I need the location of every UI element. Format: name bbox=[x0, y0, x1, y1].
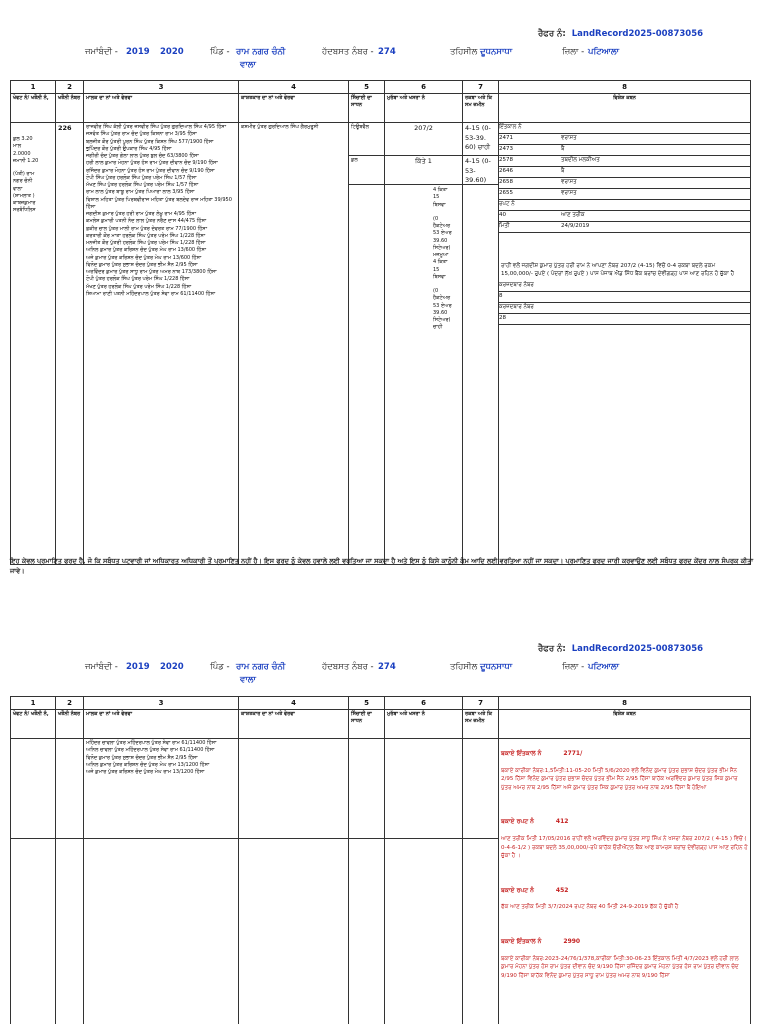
khasra-total-line: 4 ਕਿਤਾ bbox=[433, 259, 448, 266]
column-number-row: 1 2 3 4 5 6 7 8 bbox=[11, 81, 751, 94]
khasra-total-line: ਸਿਟੇਅਰ) bbox=[433, 244, 451, 251]
owners-cell bbox=[84, 123, 239, 565]
pending-remark: ਬਕਾਏ ਰਪਟ ਨੰ 452 ਫੱਕ ਆਣ ਤਰੀਕ ਮਿਤੀ 3/7/2024 ਰਪਟ ਨੰਬਰ 40 ਮਿਤੀ 24-9-2019 ਫੱਕ ਹੋ ਚੁੱਕੀ ਹੈ bbox=[501, 886, 679, 911]
remark-entry: ਰਪਟ ਨੰ bbox=[499, 200, 751, 211]
header-remarks: ਵਿਸ਼ੇਸ਼ ਕਥਨ bbox=[499, 94, 751, 123]
remark-entry: ਇੰਤਕਾਲ ਨੰ bbox=[499, 123, 751, 134]
khasra-total-line: 15 bbox=[433, 266, 440, 273]
khatauni-cell: 226 bbox=[56, 123, 84, 565]
year-to: 2020 bbox=[160, 47, 184, 57]
owner-entry: ਟੋਪੀ ਸਿੰਘ ਪੁੱਤਰ ਹਰਲੋਕ ਸਿੰਘ ਪੁੱਤਰ ਪਰੇਮ ਸਿੰਘ 1/57 ਹਿੱਸਾ bbox=[86, 174, 197, 181]
owner-entry: ਅਰਵਿੰਦਰ ਕੁਮਾਰ ਪੁੱਤਰ ਸਾਧੂ ਰਾਮ ਪੁੱਤਰ ਅਮਰ ਨਾਥ 173/3800 ਹਿੱਸਾ bbox=[86, 269, 217, 276]
remark-entry: 2646 ਬੈ bbox=[499, 167, 751, 178]
reference-number: ਰੈਫਰ ਨੰ: LandRecord2025-00873056 bbox=[538, 29, 704, 39]
remarks-cell: ਇੰਤਕਾਲ ਨੰ 2471 ਵਰਾਸਤ 2473 ਬੈ 2578 ਤਬਦੀਲ ਮਲਕੀਅਤ 2646 ਬੈ 2658 ਵਰਾਸਤ 2655 ਵਰਾਸਤ ਰਪਟ ਨੰ 40 ਆਣ ਤਰੀਕ ਮਿਤੀ 24/9/2019 ਰਾਹੀਂ ਵਲੋਂ ਜਗਦੀਸ਼ ਕੁਮਾਰ ਪੁੱਤਰ ਹਰੀ ਰਾਮ ਨੇ ਆਪਣਾ ਨੰਬਰ 207/2 (4-15) ਵਿਚੋਂ 0-4 ਰਕਬਾ ਬਦਲੇ ਰਕਮ 15,00,000/- ਰੁਪਏ ( ਪੰਦਰਾਂ ਲੱਖ ਰੁਪਏ ) ਪਾਸ ਪੰਜਾਬ ਐਂਡ ਸਿੰਧ ਬੈਂਕ ਬਰਾਂਚ ਦੇਵੀਗੜ੍ਹ ਪਾਸ ਆਣ ਰਹਿਨ ਹੋ ਚੁੱਕਾ ਹੈ ਕਰਜ਼ਦਬਾਰ ਨੰਬਰ 8 ਕਰਜ਼ਦਬਾਰ ਨੰਬਰ 28 bbox=[499, 123, 751, 565]
owner-entry: ਅਨਿਲ ਕੁਮਾਰ ਪੁੱਤਰ ਕਰਿਸ਼ਨ ਚੰਦ ਪੁੱਤਰ ਮੇਘ ਰਾਮ 13/1200 ਹਿੱਸਾ bbox=[86, 761, 210, 768]
pending-remark: ਬਕਾਏ ਇੰਤਕਾਲ ਨੰ 2771/ ਬਕਾਏ ਕਾਰੀਕਾ ਨੰਬਰ:1,5ਮਿਤੀ:11-05-20 ਮਿਤੀ 5/6/2020 ਵਲੋਂ ਵਿਨੋਦ ਕੁਮਾਰ ਪੁੱਤਰ ਸੁਭਾਸ਼ ਚੰਦਰ ਪੁੱਤਰ ਭੀਮ ਸੈਨ 2/95 ਹਿੱਸਾ ਵਿਨੋਦ ਕੁਮਾਰ ਪੁੱਤਰ ਸੁਭਾਸ਼ ਚੰਦਰ ਪੁੱਤਰ ਭੀਮ ਸੈਨ 2/95 ਹਿੱਸਾ ਬਾਹੱਕ ਅਰਵਿੰਦਰ ਕੁਮਾਰ ਪੁੱਤਰ ਸਿਕ ਕੁਮਾਰ ਪੁੱਤਰ ਅਮਰ ਨਾਥ 2/95 ਹਿੱਸਾ ਅਜੇ ਕੁਮਾਰ ਪੁੱਤਰ ਸਿਕ ਕੁਮਾਰ ਪੁੱਤਰ ਅਮਰ ਨਾਥ 2/95 ਹਿੱਸਾ ਬੈ ਹੋਇਆ bbox=[501, 750, 738, 791]
khasra-total-line: 53 ਏਅਰ bbox=[433, 302, 452, 309]
zila-label: ਜ਼ਿਲਾ - bbox=[562, 47, 585, 57]
column-header-row bbox=[11, 94, 751, 123]
khewat-cell: ਕੁਲ 3.20 ਮਾਲ 2.0000 ਜ਼ਮਾਨੀ 1.20 (ਪੱਤੀ) ਰਾਮ ਨਗਰ ਚੰਨੀ ਵਾਲਾ (ਸ਼ਾਮਲਾਤ ) ਕਾਬਜ਼ਕੁਮਾਰ ਸਰਬੰਧਿਲਿਸ bbox=[11, 123, 56, 565]
remarks-list bbox=[501, 750, 748, 980]
owner-entry: ਮਹਿੰਦਰ ਚਾਵਲਾ ਪੁੱਤਰ ਮਹਿੰਦਰਪਾਲ ਪੁੱਤਰ ਸੇਵਾ ਰਾਮ 61/11400 ਹਿੱਸਾ bbox=[86, 740, 217, 747]
owner-entry: ਅਜੇ ਕੁਮਾਰ ਪੁੱਤਰ ਕਰਿਸ਼ਨ ਚੰਦ ਪੁੱਤਰ ਮੇਘ ਰਾਮ 13/1200 ਹਿੱਸਾ bbox=[86, 769, 205, 776]
column-header-row: ਖੇਵਟ ਨੰ/ ਖਤੌਨੀ ਨੰ, ਖਤੌਨੀ ਨੰਬਰ ਮਾਲਕ ਦਾ ਨਾਂ ਅਤੇ ਵੇਰਵਾ ਕਾਸ਼ਤਕਾਰ ਦਾ ਨਾਂ ਅਤੇ ਵੇਰਵਾ ਸਿੰਚਾਈ ਦਾ ਸਾਧਨ ਮੁਰੱਬਾ ਅਤੇ ਖਸਰਾ ਨੰ ਰਕਬਾ ਅਤੇ ਕਿ ਸਮ ਜ਼ਮੀਨ ਵਿਸ਼ੇਸ਼ ਕਥਨ bbox=[11, 710, 751, 739]
header-cultivator: ਕਾਸ਼ਤਕਾਰ ਦਾ ਨਾਂ ਅਤੇ ਵੇਰਵਾ bbox=[239, 94, 349, 123]
khasra-total-line: ਬਿਸਵਾ bbox=[433, 201, 446, 208]
owner-entry: ਅਨਿਲ ਚਾਵਲਾ ਪੁੱਤਰ ਮਹਿੰਦਰਪਾਲ ਪੁੱਤਰ ਸੇਵਾ ਰਾਮ 61/11400 ਹਿੱਸਾ bbox=[86, 747, 215, 754]
record-page-2 bbox=[0, 640, 768, 1024]
pind-label: ਪਿੰਡ - bbox=[210, 47, 230, 57]
remark-entry: 40 ਆਣ ਤਰੀਕ bbox=[499, 211, 751, 222]
owner-entry: ਬਲਜੀਤ ਕੌਰ ਪੁੱਤਰੀ ਪੂਰਨ ਸਿੰਘ ਪੁੱਤਰ ਕਿਸ਼ਨ ਸਿੰਘ 577/1900 ਹਿੱਸਾ bbox=[86, 138, 214, 145]
owner-entry: ਵਿਨੋਦ ਕੁਮਾਰ ਪੁੱਤਰ ਸੁਭਾਸ਼ ਚੰਦਰ ਪੁੱਤਰ ਭੀਮ ਸੈਨ 2/95 ਹਿੱਸਾ bbox=[86, 261, 198, 268]
khasra-total-line bbox=[433, 281, 460, 288]
owner-entry: ਕਰਤਾਰੀ ਕੌਰ ਮਾਤਾ ਹਰਲੋਕ ਸਿੰਘ ਪੁੱਤਰ ਪਰੇਮ ਸਿੰਘ 1/228 ਹਿੱਸਾ bbox=[86, 232, 206, 239]
pind-value: ਰਾਮ ਨਗਰ ਚੰਨੀ bbox=[236, 47, 286, 57]
cultivator-cell: ਕਸ਼ਮੀਰ ਪੁੱਤਰ ਗੁਰਦਿਆਲ ਸਿੰਘ ਗੈਰਮੁਰੂਸੀ bbox=[239, 123, 349, 565]
record-header bbox=[0, 47, 768, 75]
remark-entry: 2655 ਵਰਾਸਤ bbox=[499, 189, 751, 200]
owner-entry: ਕਮਲੇਸ਼ ਕੁਮਾਰੀ ਪਤਨੀ ਨੰਦ ਲਾਲ ਪੁੱਤਰ ਨਰੈਣ ਦਾਸ 44/475 ਹਿੱਸਾ bbox=[86, 218, 207, 225]
owner-entry: ਭੁਪਿੰਦਰ ਕੌਰ ਪੁੱਤਰੀ ਉਪਕਾਰ ਸਿੰਘ 4/95 ਹਿੱਸਾ bbox=[86, 145, 172, 152]
khasra-total-line: 15 bbox=[433, 194, 440, 201]
owner-entry: ਜਗੀਰੀ ਚੰਦ ਪੁੱਤਰ ਗੇਲਾ ਲਾਲ ਪੁੱਤਰ ਬੁਲ ਚੰਦ 63/3800 ਹਿੱਸਾ bbox=[86, 153, 199, 160]
header-irrigation: ਸਿੰਚਾਈ ਦਾ ਸਾਧਨ bbox=[349, 94, 385, 123]
khasra-total-line: 4 ਕਿਤਾ bbox=[433, 187, 448, 194]
khasra-total-line: ਬਿਸਵਾ bbox=[433, 273, 446, 280]
pind-value-line2: ਵਾਲਾ bbox=[240, 60, 256, 70]
khasra-total-line: 39.60 bbox=[433, 309, 448, 316]
owner-entry: ਰਾਮ ਲਾਲ ਪੁੱਤਰ ਬਾਬੂ ਰਾਮ ਪੁੱਤਰ ਪਿਆਰਾ ਲਾਲ 3/95 ਹਿੱਸਾ bbox=[86, 189, 195, 196]
reference-number: ਰੈਫਰ ਨੰ: LandRecord2025-00873056 bbox=[538, 644, 704, 654]
zila-value: ਪਟਿਆਲਾ bbox=[588, 47, 620, 57]
rakba-cell: 4-15 (0-53-39. 60) ਚਾਹੀ 4-15 (0-53-39.60) bbox=[463, 123, 499, 565]
owner-entry: ਵਿਸ਼ਾਲ ਮਹਿਤਾ ਪੁੱਤਰ ਪਿਰਥਵੀਰਾਜ ਮਹਿਤਾ ਪੁੱਤਰ ਬਲਦੇਵ ਰਾਜ ਮਹਿਤਾ 39/950 ਹਿੱਸਾ bbox=[86, 196, 232, 210]
remark-entry: 2578 ਤਬਦੀਲ ਮਲਕੀਅਤ bbox=[499, 156, 751, 167]
owner-list bbox=[86, 740, 236, 776]
pending-remark: ਬਕਾਏ ਇੰਤਕਾਲ ਨੰ 2990 ਬਕਾਏ ਕਾਰੀਕਾ ਨੰਬਰ:2023-24/76/1/378,ਕਾਰੀਕਾ ਮਿਤੀ:30-06-23 ਇੰਤਕਾਲ ਮਿਤੀ 4/7/2023 ਵਲੋਂ ਹਰੀ ਲਾਲ ਕੁਮਾਰ ਮੋਹਨਾ ਪੁੱਤਰ ਹੰਸ ਰਾਮ ਪੁੱਤਰ ਦੀਵਾਨ ਚੰਦ 9/190 ਹਿੱਸਾ ਰਜਿੰਦਰ ਕੁਮਾਰ ਮੋਹਨਾ ਪੁੱਤਰ ਹੰਸ ਰਾਮ ਪੁੱਤਰ ਦੀਵਾਨ ਚੰਦ 9/190 ਹਿੱਸਾ ਬਾਹੱਕ ਵਿਨੋਦ ਕੁਮਾਰ ਪੁੱਤਰ ਸਾਧੂ ਰਾਮ ਪੁੱਤਰ ਅਮਰ ਨਾਥ 9/190 ਹਿੱਸਾ bbox=[501, 937, 739, 979]
header-khasra: ਮੁਰੱਬਾ ਅਤੇ ਖਸਰਾ ਨੰ bbox=[385, 94, 463, 123]
khasra-total-line: ਹੈਕਟੇਅਰ bbox=[433, 223, 451, 230]
khasra-total-line: 53 ਏਅਰ bbox=[433, 230, 452, 237]
owner-entry: ਅਨਿਲ ਕੁਮਾਰ ਪੁੱਤਰ ਕਰਿਸ਼ਨ ਚੰਦ ਪੁੱਤਰ ਮੇਘ ਰਾਮ 13/600 ਹਿੱਸਾ bbox=[86, 247, 207, 254]
table-row bbox=[11, 123, 751, 565]
remark-paragraph: ਰਾਹੀਂ ਵਲੋਂ ਜਗਦੀਸ਼ ਕੁਮਾਰ ਪੁੱਤਰ ਹਰੀ ਰਾਮ ਨੇ ਆਪਣਾ ਨੰਬਰ 207/2 (4-15) ਵਿਚੋਂ 0-4 ਰਕਬਾ ਬਦਲੇ ਰਕਮ 15,00,000/- ਰੁਪਏ ( ਪੰਦਰਾਂ ਲੱਖ ਰੁਪਏ ) ਪਾਸ ਪੰਜਾਬ ਐਂਡ ਸਿੰਧ ਬੈਂਕ ਬਰਾਂਚ ਦੇਵੀਗੜ੍ਹ ਪਾਸ ਆਣ ਰਹਿਨ ਹੋ ਚੁੱਕਾ ਹੈ bbox=[501, 262, 734, 277]
table-row bbox=[11, 739, 751, 839]
owner-entry: ਹਰੀ ਲਾਲ ਕੁਮਾਰ ਮੋਹਨਾ ਪੁੱਤਰ ਹੰਸ ਰਾਮ ਪੁੱਤਰ ਦੀਵਾਨ ਚੰਦ 9/190 ਹਿੱਸਾ bbox=[86, 160, 218, 167]
khasra-total-line: (0 bbox=[433, 215, 439, 222]
owner-entry: ਜਗਦੀਸ਼ ਕੁਮਾਰ ਪੁੱਤਰ ਹਰੀ ਰਾਮ ਪੁੱਤਰ ਲੇਖੂ ਰਾਮ 4/95 ਹਿੱਸਾ bbox=[86, 211, 197, 218]
tehsil-label: ਤਹਿਸੀਲ - bbox=[450, 47, 484, 57]
owners-cell bbox=[84, 739, 239, 839]
tehsil-value: ਦੂਧਨਸਾਧਾ bbox=[480, 47, 513, 57]
irrigation-cell: ਟਿਊਬਵੈੱਲ ਕੁਲ bbox=[349, 123, 385, 565]
owner-list bbox=[86, 124, 236, 298]
owner-entry: ਰਾਜਵੀਰ ਸਿੰਘ ਕੱਲੀ ਪੁੱਤਰ ਜਸਵੀਰ ਸਿੰਘ ਪੁੱਤਰ ਗੁਰਦਿਆਲ ਸਿੰਘ 4/95 ਹਿੱਸਾ bbox=[86, 124, 227, 131]
header-owner: ਮਾਲਕ ਦਾ ਨਾਂ ਅਤੇ ਵੇਰਵਾ bbox=[84, 94, 239, 123]
owner-entry: ਟੋਪੀ ਪੁੱਤਰ ਹਰਲੋਕ ਸਿੰਘ ਪੁੱਤਰ ਪਰੇਮ ਸਿੰਘ 1/228 ਹਿੱਸਾ bbox=[86, 276, 190, 283]
owner-entry: ਜਸਵੰਤ ਸਿੰਘ ਪੁੱਤਰ ਰਾਮ ਚੰਦ ਪੁੱਤਰ ਕਿਸ਼ਨਾ ਰਾਮ 3/95 ਹਿੱਸਾ bbox=[86, 131, 197, 138]
khasra-total-line: ਮਜਮੂਆ bbox=[433, 252, 449, 259]
owner-entry: ਅਜੇ ਕੁਮਾਰ ਪੁੱਤਰ ਕਰਿਸ਼ਨ ਚੰਦ ਪੁੱਤਰ ਮੇਘ ਰਾਮ 13/600 ਹਿੱਸਾ bbox=[86, 254, 202, 261]
owner-entry: ਸ਼ਿਆਮਾ ਰਾਣੀ ਪਤਨੀ ਮਹਿੰਦਰਪਾਲ ਪੁੱਤਰ ਸੇਵਾ ਰਾਮ 61/11400 ਹਿੱਸਾ bbox=[86, 290, 216, 297]
pending-remark: ਬਕਾਏ ਰਪਟ ਨੰ 412 ਆਣ ਤਰੀਕ ਮਿਤੀ 17/05/2016 ਰਾਹੀਂ ਵਲੋਂ ਅਰਵਿੰਦਰ ਕੁਮਾਰ ਪੁੱਤਰ ਸਾਧੂ ਸਿੰਘ ਨੇ ਖਸਰਾ ਨੰਬਰ 207/2 ( 4-15 ) ਵਿਚੋਂ ( 0-4-6-1/2 ) ਰਕਬਾ ਬਦਲੇ 35,00,000/-ਰਪੈ ਬਾਹੱਕ ਓਰੀਐਂਟਲ ਬੈਂਕ ਆਫ ਕਾਮਰਸ ਬਰਾਂਚ ਦੇਵੀਗੜ੍ਹ ਪਾਸ ਆਣ ਰਹਿਨ ਹੋ ਚੁੱਕਾ ਹੈ । bbox=[501, 818, 748, 860]
owner-entry: ਮੱਖਣ ਪੁੱਤਰ ਹਰਲੋਕ ਸਿੰਘ ਪੁੱਤਰ ਪਰੇਮ ਸਿੰਘ 1/228 ਹਿੱਸਾ bbox=[86, 283, 192, 290]
khasra-totals bbox=[385, 184, 462, 334]
jamabandi-table-continued bbox=[10, 696, 751, 1024]
khasra-total-line: ਹੈਕਟੇਅਰ bbox=[433, 295, 451, 302]
khasra-total-line: ਸਿਟੇਅਰ) bbox=[433, 317, 451, 324]
khasra-total-line: (0 bbox=[433, 288, 439, 295]
remark-entry: ਮਿਤੀ 24/9/2019 bbox=[499, 222, 751, 233]
khasra-total-line: 39.60 bbox=[433, 237, 448, 244]
remark-entry: 2658 ਵਰਾਸਤ bbox=[499, 178, 751, 189]
disclaimer-text: ਇਹ ਕੇਵਲ ਪ੍ਰਮਾਣਿਤ ਫਰਦ ਹੈ, ਜੋ ਕਿ ਸਬੰਧਤ ਪਟਵਾਰੀ ਜਾਂ ਅਧਿਕਾਰਤ ਅਧਿਕਾਰੀ ਤੋਂ ਪ੍ਰਮਾਣਿਤ ਨਹੀਂ ਹੈ। ਇਸ ਫਰਦ ਨੂੰ ਕੇਵਲ ਹਵਾਲੇ ਲਈ ਵਰਤਿਆ ਜਾ ਸਕਦਾ ਹੈ ਅਤੇ ਇਸ ਨੂੰ ਕਿਸੇ ਕਾਨੂੰਨੀ ਕੰਮ ਆਦਿ ਲਈ ਵਰਤਿਆ ਨਹੀਂ ਜਾ ਸਕਦਾ। ਪ੍ਰਮਾਣਿਤ ਫਰਦ ਜਾਰੀ ਕਰਵਾਉਣ ਲਈ ਸਬੰਧਤ ਫਰਦ ਕੇਂਦਰ ਨਾਲ ਸੰਪਰਕ ਕੀਤਾ ਜਾਵੇ। bbox=[10, 557, 754, 576]
owner-entry: ਫ਼ਕੀਰ ਚਾਲ ਪੁੱਤਰ ਮਾਲੀ ਰਾਮ ਪੁੱਤਰ ਦੇਵਰਤ ਰਾਮ 77/1900 ਹਿੱਸਾ bbox=[86, 225, 208, 232]
remarks-cell bbox=[499, 739, 751, 1024]
khasra-cell: 207/2 ਕਿੱਤੇ 1 4 ਕਿਤਾ 15 ਬਿਸਵਾ (0 ਹੈਕਟੇਅਰ 53 ਏਅਰ 39.60 ਸਿਟੇਅਰ) ਮਜਮੂਆ 4 ਕਿਤਾ 15 ਬਿਸਵਾ (0 ਹੈਕਟੇਅਰ 53 ਏਅਰ 39.60 ਸਿਟੇਅਰ) ਚਾਹੀ bbox=[385, 123, 463, 565]
owner-entry: ਰਜਿੰਦਰ ਕੁਮਾਰ ਮੋਹਨਾ ਪੁੱਤਰ ਹੰਸ ਰਾਮ ਪੁੱਤਰ ਦੀਵਾਨ ਚੰਦ 9/190 ਹਿੱਸਾ bbox=[86, 167, 215, 174]
remarks-list bbox=[499, 123, 750, 233]
hadbast-label: ਹੱਦਬਸਤ ਨੰਬਰ - bbox=[322, 47, 374, 57]
khasra-total-line: ਚਾਹੀ bbox=[433, 324, 443, 331]
remark-entry: 2473 ਬੈ bbox=[499, 145, 751, 156]
khasra-total-line bbox=[433, 209, 460, 216]
header-khatauni: ਖਤੌਨੀ ਨੰਬਰ bbox=[56, 94, 84, 123]
header-khewat: ਖੇਵਟ ਨੰ/ ਖਤੌਨੀ ਨੰ, bbox=[11, 94, 56, 123]
header-rakba: ਰਕਬਾ ਅਤੇ ਕਿ ਸਮ ਜ਼ਮੀਨ bbox=[463, 94, 499, 123]
jamabandi-table bbox=[10, 80, 751, 565]
jamabandi-label: ਜਮਾਂਬੰਦੀ - bbox=[85, 47, 118, 57]
column-number-row: 1 2 3 4 5 6 7 8 bbox=[11, 697, 751, 710]
year-from: 2019 bbox=[126, 47, 150, 57]
owner-entry: ਵਿਨੋਦ ਕੁਮਾਰ ਪੁੱਤਰ ਸੁਭਾਸ਼ ਚੰਦਰ ਪੁੱਤਰ ਭੀਮ ਸੈਨ 2/95 ਹਿੱਸਾ bbox=[86, 754, 198, 761]
owner-entry: ਮਨਜੀਤ ਕੌਰ ਪੁੱਤਰੀ ਹਰਲੋਕ ਸਿੰਘ ਪੁੱਤਰ ਪਰੇਮ ਸਿੰਘ 1/228 ਹਿੱਸਾ bbox=[86, 240, 206, 247]
record-header: ਜਮਾਂਬੰਦੀ - 2019 2020 ਪਿੰਡ - ਰਾਮ ਨਗਰ ਚੰਨੀ ਵਾਲਾ ਹੱਦਬਸਤ ਨੰਬਰ - 274 ਤਹਿਸੀਲ - ਦੂਧਨਸਾਧਾ ਜ਼ਿਲਾ - ਪਟਿਆਲਾ bbox=[85, 662, 620, 685]
owner-entry: ਮੱਖਣ ਸਿੰਘ ਪੁੱਤਰ ਹਰਲੋਕ ਸਿੰਘ ਪੁੱਤਰ ਪਰੇਮ ਸਿੰਘ 1/57 ਹਿੱਸਾ bbox=[86, 182, 199, 189]
remark-entry: 2471 ਵਰਾਸਤ bbox=[499, 134, 751, 145]
hadbast-value: 274 bbox=[378, 47, 396, 57]
